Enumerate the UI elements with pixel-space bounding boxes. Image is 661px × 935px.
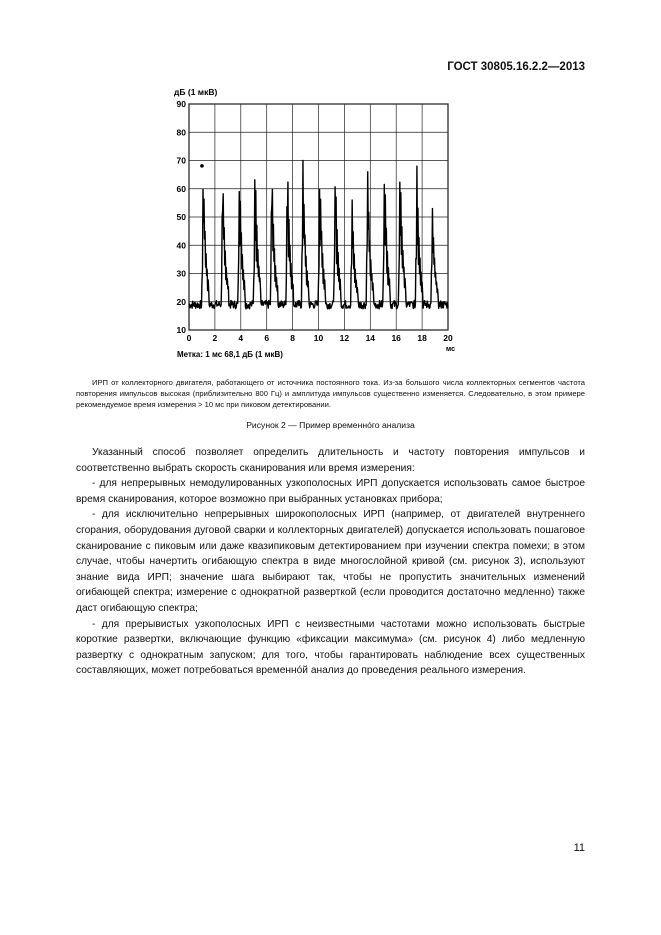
x-tick-label: 10 (313, 333, 324, 343)
y-tick-label: 90 (176, 99, 186, 109)
y-tick-label: 70 (176, 155, 186, 166)
y-tick-label: 20 (176, 296, 186, 307)
x-tick-label: 4 (238, 333, 244, 343)
y-tick-label: 60 (176, 183, 186, 194)
body-paragraph: Указанный способ позволяет определить длительность и частоту повторения импульсов и соответственно выбрать скорость сканирования или время измерения: (76, 447, 585, 474)
x-tick-label: 0 (186, 333, 192, 343)
x-tick-label: 6 (264, 333, 270, 343)
x-tick-label: 20 (443, 333, 453, 343)
x-tick-label: 16 (391, 333, 401, 343)
y-tick-label: 50 (176, 212, 186, 222)
x-tick-label: 18 (417, 333, 427, 343)
y-tick-label: 40 (176, 240, 186, 251)
x-tick-label: 12 (339, 333, 350, 343)
marker-readout: Метка: 1 мс 68,1 дБ (1 мкВ) (177, 350, 283, 359)
chart-svg (160, 84, 480, 366)
body-paragraph: - для исключительно непрерывных широкополосных ИРП (например, от двигателей внутреннего сгорания, оборудования дуговой сварки и коллекторных двигателей) допускается использовать пошаговое сканирование с пиковым или даже квазипиковым детектированием при изучении спектра помехи; в этом случае, чтобы начертить огибающую спектра в виде многослойной кривой (см. рисунок 3), используют знание вида ИРП; значение шага выбирают так, чтобы не пропустить значительных изменений огибающей спектра; измерение с однократной разверткой (если проводится достаточно медленно) также даст огибающую спектра; (76, 509, 585, 614)
body-text (76, 445, 585, 679)
page-number: 11 (573, 842, 585, 854)
y-tick-label: 10 (176, 325, 186, 335)
marker-point (200, 164, 204, 168)
body-paragraph: - для непрерывных немодулированных узкополосных ИРП допускается использовать самое быстрое время сканирования, которое возможно при выбранных установках прибора; (76, 478, 585, 505)
x-tick-label: 2 (212, 333, 218, 343)
y-axis-label: дБ (1 мкВ) (174, 87, 218, 97)
x-tick-label: 8 (290, 333, 295, 343)
y-tick-label: 30 (176, 268, 186, 279)
time-analysis-chart (160, 84, 480, 366)
x-tick-label: 14 (365, 333, 376, 343)
figure-title: Рисунок 2 — Пример временнóго анализа (246, 420, 415, 430)
y-tick-label: 80 (176, 127, 186, 138)
figure-note: ИРП от коллекторного двигателя, работающего от источника постоянного тока. Из-за большого числа коллекторных сегментов частота повторения импульсов высокая (приблизительно 800 Гц) и амплитуда импульсов существенно изменяется. Следовательно, в этом примере рекомендуемое время измерения > 10 мс при пиковом детектировании. (76, 378, 585, 409)
body-paragraph: - для прерывистых узкополосных ИРП с неизвестными частотами можно использовать быстрые короткие развертки, включающие функцию «фиксации максимума» (см. рисунок 4) либо медленную развертку с однократным запуском; для того, чтобы гарантировать наблюдение всех существенных составляющих, может потребоваться временнóй анализ до проведения реального измерения. (76, 618, 585, 677)
document-code: ГОСТ 30805.16.2.2—2013 (447, 61, 585, 73)
x-axis-unit: мс (446, 346, 455, 353)
